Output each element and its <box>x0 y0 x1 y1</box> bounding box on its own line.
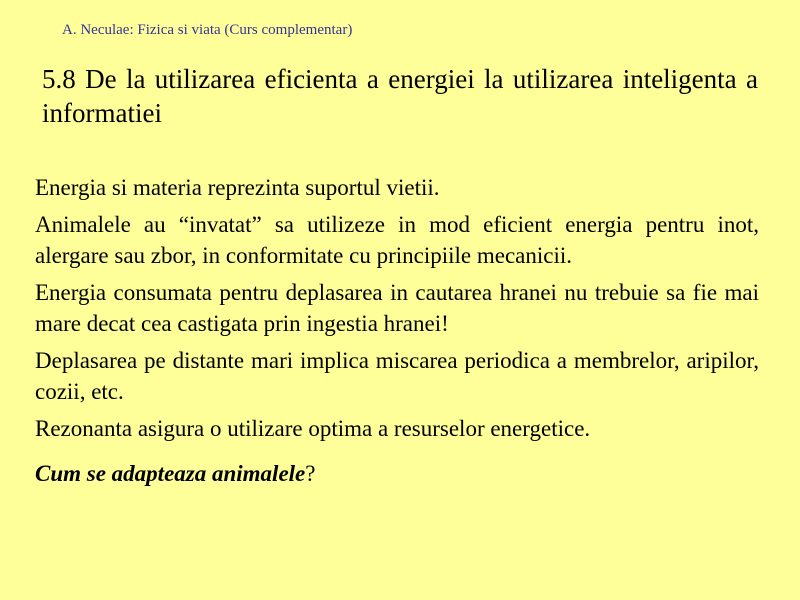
paragraph-5: Rezonanta asigura o utilizare optima a resurselor energetice. <box>35 416 591 441</box>
slide-header: A. Neculae: Fizica si viata (Curs complementar) <box>62 22 353 38</box>
slide-content <box>35 172 759 489</box>
paragraph-4: Deplasarea pe distante mari implica miscarea periodica a membrelor, aripilor, cozii, etc. <box>35 348 759 404</box>
paragraph-3: Energia consumata pentru deplasarea in cautarea hranei nu trebuie sa fie mai mare decat cea castigata prin ingestia hranei! <box>35 280 759 336</box>
question-mark: ? <box>305 461 316 486</box>
slide-title: 5.8 De la utilizarea eficienta a energiei la utilizarea inteligenta a informatiei <box>42 64 758 128</box>
paragraph-2: Animalele au “invatat” sa utilizeze in mod eficient energia pentru inot, alergare sau zbor, in conformitate cu principiile mecanicii. <box>35 212 759 268</box>
closing-question <box>35 458 759 489</box>
paragraph-1: Energia si materia reprezinta suportul vietii. <box>35 175 440 200</box>
question-emphasis: Cum se adapteaza animalele <box>35 461 306 486</box>
